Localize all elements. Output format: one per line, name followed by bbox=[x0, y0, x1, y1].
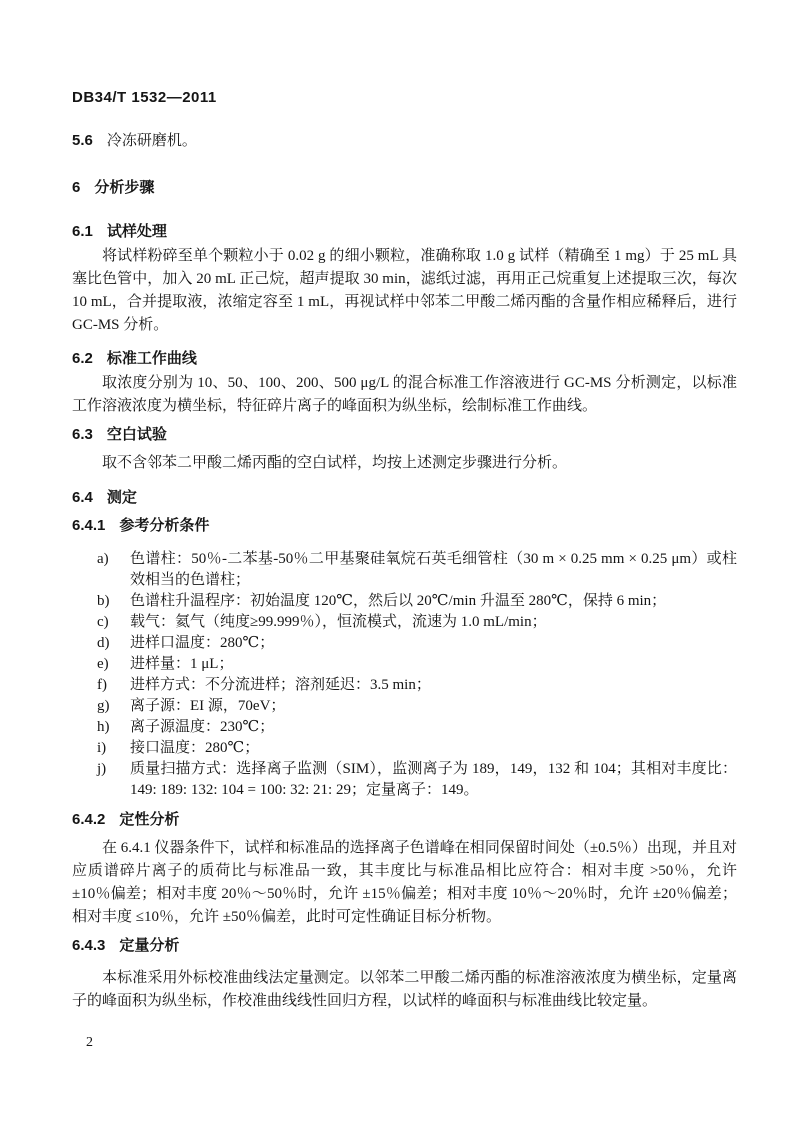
heading-6-3 bbox=[72, 425, 737, 445]
clause-5-6-text: 冷冻研磨机。 bbox=[106, 133, 197, 149]
heading-6-1-number: 6.1 bbox=[72, 223, 93, 240]
heading-6-2-number: 6.2 bbox=[72, 350, 93, 367]
heading-6-4-2-number: 6.4.2 bbox=[72, 811, 106, 828]
list-item-i bbox=[72, 738, 737, 759]
list-item-f-text: 进样方式：不分流进样；溶剂延迟：3.5 min； bbox=[130, 677, 431, 693]
list-item-d-text: 进样口温度：280℃； bbox=[130, 635, 275, 651]
list-item-h-label: h) bbox=[97, 719, 110, 735]
paragraph-6-1: 将试样粉碎至单个颗粒小于 0.02 g 的细小颗粒，准确称取 1.0 g 试样（精确至 1 mg）于 25 mL 具塞比色管中，加入 20 mL 正己烷，超声提取 30 min，滤纸过滤，再用正己烷重复上述提取三次，每次 10 mL，合并提取液，浓缩定容至 1 mL，再视试样中邻苯二甲酸二烯丙酯的含量作相应稀释后，进行 GC-MS 分析。 bbox=[72, 248, 737, 333]
heading-6-4-1 bbox=[72, 516, 737, 536]
heading-6-4-number: 6.4 bbox=[72, 489, 93, 506]
list-item-f-label: f) bbox=[97, 677, 107, 693]
heading-6-4-title: 测定 bbox=[106, 489, 137, 506]
heading-6-1 bbox=[72, 222, 737, 242]
list-item-d-label: d) bbox=[97, 635, 110, 651]
list-item-j bbox=[72, 759, 737, 801]
list-item-j-text: 质量扫描方式：选择离子监测（SIM），监测离子为 189，149，132 和 104；其相对丰度比：149: 189: 132: 104 = 100: 32: 21: 29；定量离子：149。 bbox=[130, 761, 737, 798]
list-item-b-label: b) bbox=[97, 593, 110, 609]
standard-code-header: DB34/T 1532—2011 bbox=[72, 89, 217, 106]
list-item-h bbox=[72, 717, 737, 738]
analysis-conditions-list bbox=[72, 549, 737, 801]
paragraph-6-3: 取不含邻苯二甲酸二烯丙酯的空白试样，均按上述测定步骤进行分析。 bbox=[102, 455, 568, 471]
list-item-c-text: 载气：氦气（纯度≥99.999％），恒流模式，流速为 1.0 mL/min； bbox=[130, 614, 547, 630]
heading-6-4 bbox=[72, 488, 737, 508]
list-item-h-text: 离子源温度：230℃； bbox=[130, 719, 275, 735]
heading-6-title: 分析步骤 bbox=[94, 179, 155, 196]
clause-5-6-number: 5.6 bbox=[72, 132, 93, 149]
list-item-e-text: 进样量：1 μL； bbox=[130, 656, 234, 672]
paragraph-6-4-3: 本标准采用外标校准曲线法定量测定。以邻苯二甲酸二烯丙酯的标准溶液浓度为横坐标，定量离子的峰面积为纵坐标，作校准曲线线性回归方程，以试样的峰面积与标准曲线比较定量。 bbox=[72, 970, 737, 1009]
list-item-e bbox=[72, 654, 737, 675]
list-item-d bbox=[72, 633, 737, 654]
heading-6-4-1-title: 参考分析条件 bbox=[119, 517, 210, 534]
list-item-b bbox=[72, 591, 737, 612]
list-item-f bbox=[72, 675, 737, 696]
list-item-b-text: 色谱柱升温程序：初始温度 120℃，然后以 20℃/min 升温至 280℃，保持 6 min； bbox=[130, 593, 667, 609]
list-item-i-text: 接口温度：280℃； bbox=[130, 740, 260, 756]
list-item-c-label: c) bbox=[97, 614, 109, 630]
page-number: 2 bbox=[86, 1035, 93, 1050]
heading-6-2-title: 标准工作曲线 bbox=[106, 350, 197, 367]
list-item-c bbox=[72, 612, 737, 633]
heading-6-2 bbox=[72, 349, 737, 369]
heading-6-4-2 bbox=[72, 810, 737, 830]
clause-5-6 bbox=[72, 131, 737, 151]
list-item-g-label: g) bbox=[97, 698, 110, 714]
heading-6-number: 6 bbox=[72, 179, 81, 196]
heading-6-4-3-number: 6.4.3 bbox=[72, 937, 106, 954]
list-item-g-text: 离子源：EI 源，70eV； bbox=[130, 698, 286, 714]
list-item-g bbox=[72, 696, 737, 717]
list-item-i-label: i) bbox=[97, 740, 107, 756]
paragraph-6-4-2: 在 6.4.1 仪器条件下，试样和标准品的选择离子色谱峰在相同保留时间处（±0.5％）出现，并且对应质谱碎片离子的质荷比与标准品一致，其丰度比与标准品相比应符合：相对丰度 >50％，允许 ±10％偏差；相对丰度 20％～50％时，允许 ±15％偏差；相对丰度 10％～20％时，允许 ±20％偏差；相对丰度 ≤10％，允许 ±50％偏差，此时可定性确证目标分析物。 bbox=[72, 840, 737, 925]
list-item-a-label: a) bbox=[97, 551, 109, 567]
heading-6-4-3-title: 定量分析 bbox=[119, 937, 180, 954]
list-item-e-label: e) bbox=[97, 656, 109, 672]
heading-6 bbox=[72, 178, 737, 198]
page-content bbox=[72, 0, 737, 1051]
list-item-j-label: j) bbox=[97, 761, 107, 777]
heading-6-4-3 bbox=[72, 936, 737, 956]
heading-6-4-2-title: 定性分析 bbox=[119, 811, 180, 828]
paragraph-6-2: 取浓度分别为 10、50、100、200、500 μg/L 的混合标准工作溶液进行 GC-MS 分析测定，以标准工作溶液浓度为横坐标，特征碎片离子的峰面积为纵坐标，绘制标准工作曲线。 bbox=[72, 375, 737, 414]
heading-6-4-1-number: 6.4.1 bbox=[72, 517, 106, 534]
heading-6-3-title: 空白试验 bbox=[106, 426, 167, 443]
heading-6-1-title: 试样处理 bbox=[106, 223, 167, 240]
list-item-a-text: 色谱柱：50％-二苯基-50％二甲基聚硅氧烷石英毛细管柱（30 m × 0.25 mm × 0.25 μm）或柱效相当的色谱柱； bbox=[130, 551, 737, 588]
heading-6-3-number: 6.3 bbox=[72, 426, 93, 443]
list-item-a bbox=[72, 549, 737, 591]
